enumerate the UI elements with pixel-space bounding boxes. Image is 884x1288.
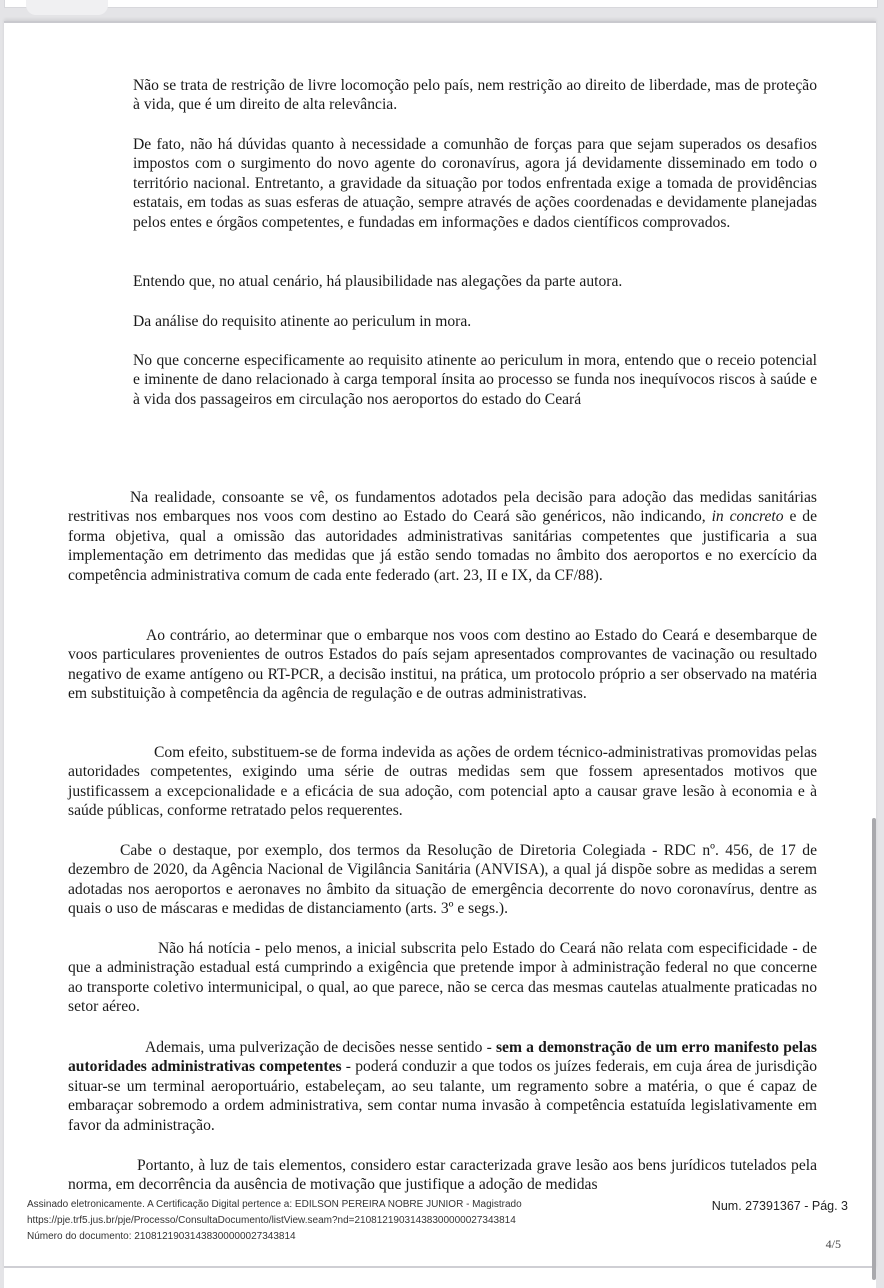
- next-page-edge: [4, 1266, 876, 1288]
- previous-page-tab: [26, 0, 108, 15]
- signature-line: Assinado eletronicamente. A Certificação Digital pertence a: EDILSON PEREIRA NOBRE JUNIOR - Magistrado: [27, 1199, 522, 1210]
- previous-page-edge: [4, 0, 878, 8]
- paragraph-nao-ha-noticia: [68, 939, 817, 1017]
- paragraph-text: Com efeito, substituem-se de forma indevida as ações de ordem técnico-administrativas promovidas pelas autoridades competentes, exigindo uma série de outras medidas sem que fossem apresentados motivos que justificassem a excepcionalidade e a eficácia de sua adoção, com potencial apto a causar grave lesão à economia e à saúde públicas, conforme retratado pelos requerentes.: [68, 744, 817, 820]
- paragraph-text: No que concerne especificamente ao requisito atinente ao periculum in mora, entendo que o receio potencial e iminente de dano relacionado à carga temporal ínsita ao processo se funda nos inequívocos riscos à saúde e à vida dos passageiros em circulação nos aeroportos do estado do Ceará: [133, 352, 817, 408]
- paragraph-text: Ao contrário, ao determinar que o embarque nos voos com destino ao Estado do Ceará e desembarque de voos particulares provenientes de outros Estados do país sejam apresentados comprovantes de vacinação ou resultado negativo de exame antígeno ou RT-PCR, a decisão institui, na prática, um protocolo próprio a ser observado na matéria em substituição à competência da agência de regulação e de outras administrativas.: [68, 627, 817, 703]
- paragraph-na-realidade: [68, 488, 817, 585]
- paragraph-text: [68, 488, 817, 585]
- paragraph-liberdade: [133, 76, 817, 115]
- document-number: Número do documento: 21081219031438300000027343814: [27, 1231, 296, 1242]
- heading-periculum: [133, 312, 817, 331]
- paragraph-com-efeito: [68, 743, 817, 821]
- paragraph-ademais: [68, 1038, 817, 1135]
- page-counter: 4/5: [825, 1237, 841, 1251]
- text-run: - poderá conduzir a que todos os juízes federais, em cuja área de jurisdição situar-se um terminal aeroportuário, estabeleçam, ao seu talante, um regramento sobre a matéria, o que é capaz de embaraçar sobremodo a ordem administrativa, sem contar numa invasão à competência estatuída legislativamente em favor da administração.: [68, 1058, 817, 1134]
- italic-text: in concreto: [711, 508, 784, 526]
- text-run: Ademais, uma pulverização de decisões nesse sentido -: [145, 1039, 496, 1056]
- text-run: Na realidade, consoante se vê, os fundamentos adotados pela decisão para adoção das medidas sanitárias restritivas nos embarques nos voos com destino ao Estado do Ceará são genéricos, não indicando,: [68, 489, 817, 526]
- paragraph-cabe-destaque: [68, 841, 817, 919]
- paragraph-text: De fato, não há dúvidas quanto à necessidade a comunhão de forças para que sejam superados os desafios impostos com o surgimento do novo agente do coronavírus, agora já devidamente disseminado em todo o território nacional. Entretanto, a gravidade da situação por todos enfrentada exige a tomada de providências estatais, em todas as suas esferas de atuação, sempre através de ações coordenadas e devidamente planejadas pelos entes e órgãos competentes, e fundadas em informações e dados científicos comprovados.: [133, 136, 817, 231]
- document-url[interactable]: https://pje.trf5.jus.br/pje/Processo/ConsultaDocumento/listView.seam?nd=21081219031438300000027343814: [27, 1215, 516, 1226]
- paragraph-text: Não há notícia - pelo menos, a inicial subscrita pelo Estado do Ceará não relata com especificidade - de que a administração estadual está cumprindo a exigência que pretende impor à administração federal no que concerne ao transporte coletivo intermunicipal, o qual, ao que parece, não se cerca das mesmas cautelas atualmente praticadas no setor aéreo.: [68, 940, 817, 1016]
- text-run: e de forma objetiva, qual a omissão das autoridades administrativas sanitárias competentes que justificaria a sua implementação em detrimento das medidas que já estão sendo tomadas no âmbito dos aeroportos e no exercício da competência administrativa comum de cada ente federado (art. 23, II e IX, da CF/88).: [68, 508, 817, 584]
- paragraph-text: Não se trata de restrição de livre locomoção pelo país, nem restrição ao direito de liberdade, mas de proteção à vida, que é um direito de alta relevância.: [133, 77, 817, 114]
- paragraph-text: Cabe o destaque, por exemplo, dos termos da Resolução de Diretoria Colegiada - RDC nº. 456, de 17 de dezembro de 2020, da Agência Nacional de Vigilância Sanitária (ANVISA), a qual já dispõe sobre as medidas a serem adotadas nos aeroportos e aeronaves no âmbito da situação de emergência decorrente do novo coronavírus, dentre as quais o uso de máscaras e medidas de distanciamento (arts. 3º e segs.).: [68, 842, 817, 918]
- signature-footer: [27, 1197, 522, 1245]
- vertical-scrollbar[interactable]: [872, 818, 876, 1280]
- page-reference: Num. 27391367 - Pág. 3: [711, 1199, 848, 1213]
- bold-text: sem a demonstração de um erro manifesto pelas autoridades administrativas competentes: [68, 1039, 817, 1076]
- paragraph-plausibilidade: [133, 272, 817, 291]
- paragraph-text: Entendo que, no atual cenário, há plausibilidade nas alegações da parte autora.: [133, 273, 623, 290]
- paragraph-periculum: [133, 351, 817, 409]
- paragraph-text: Da análise do requisito atinente ao periculum in mora.: [133, 313, 472, 330]
- paragraph-text: [68, 1038, 817, 1135]
- paragraph-ao-contrario: [68, 626, 817, 704]
- paragraph-portanto: [68, 1156, 817, 1195]
- paragraph-de-fato: [133, 135, 817, 232]
- paragraph-text: Portanto, à luz de tais elementos, considero estar caracterizada grave lesão aos bens jurídicos tutelados pela norma, em decorrência da ausência de motivação que justifique a adoção de medidas: [68, 1157, 817, 1194]
